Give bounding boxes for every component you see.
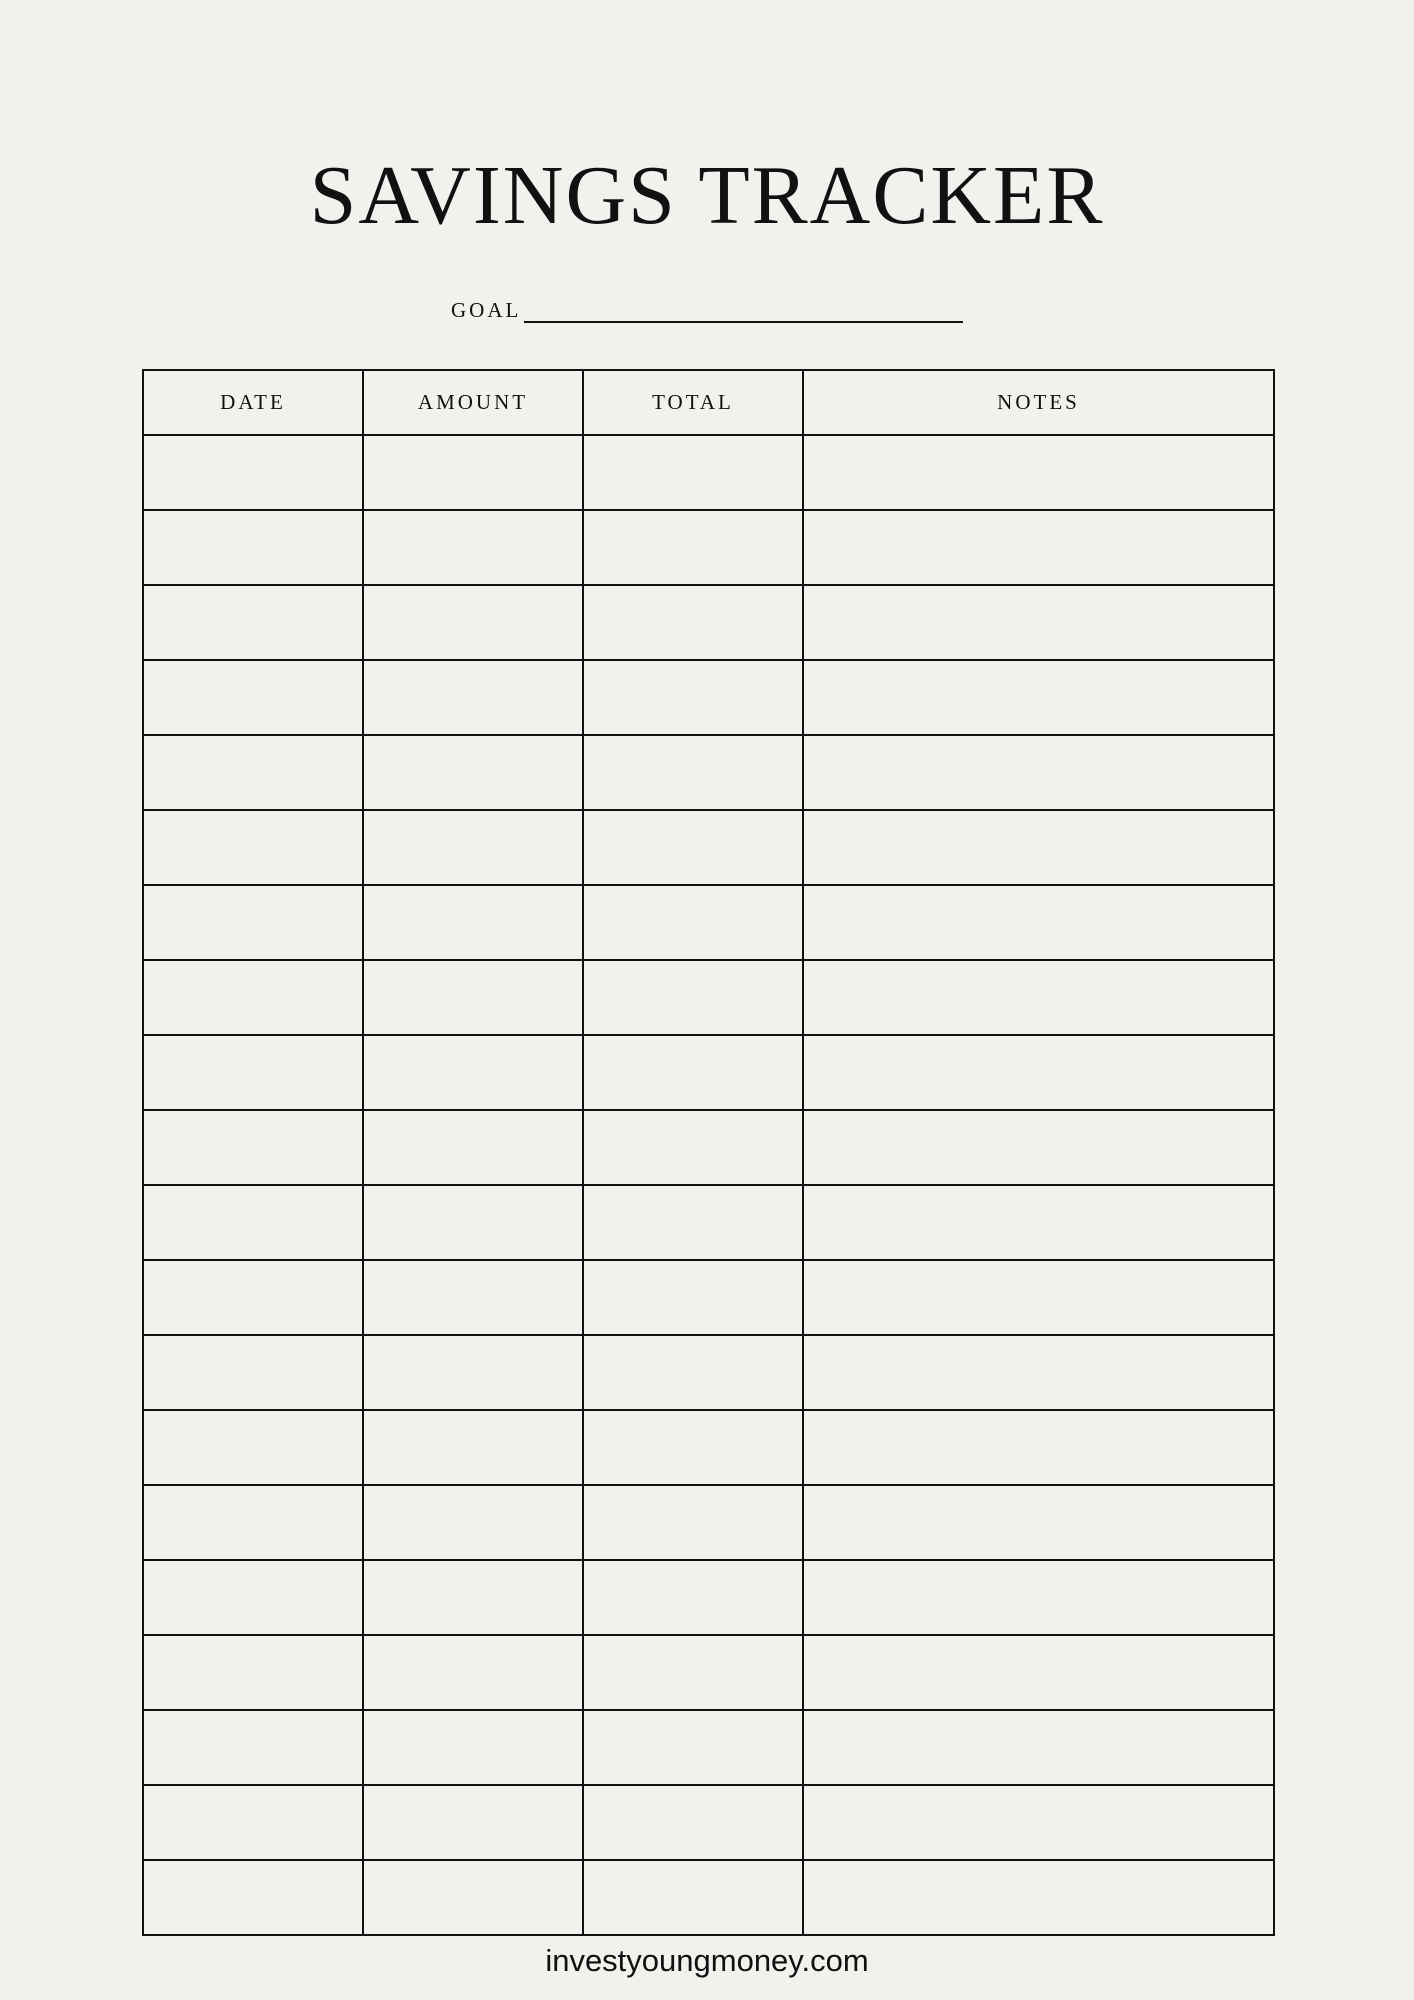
notes-cell[interactable] <box>803 1335 1274 1410</box>
amount-cell[interactable] <box>363 1410 583 1485</box>
total-cell[interactable] <box>583 1785 803 1860</box>
date-cell[interactable] <box>143 1635 363 1710</box>
notes-cell[interactable] <box>803 1035 1274 1110</box>
table-row <box>143 1185 1274 1260</box>
amount-cell[interactable] <box>363 1710 583 1785</box>
notes-cell[interactable] <box>803 1260 1274 1335</box>
table-row <box>143 660 1274 735</box>
table-row <box>143 1710 1274 1785</box>
page-title: SAVINGS TRACKER <box>309 149 1105 242</box>
table-row <box>143 1410 1274 1485</box>
table-row <box>143 1635 1274 1710</box>
total-cell[interactable] <box>583 1560 803 1635</box>
total-cell[interactable] <box>583 1335 803 1410</box>
table-row <box>143 885 1274 960</box>
notes-cell[interactable] <box>803 810 1274 885</box>
date-cell[interactable] <box>143 1260 363 1335</box>
goal-field <box>451 292 963 322</box>
total-cell[interactable] <box>583 585 803 660</box>
notes-cell[interactable] <box>803 1485 1274 1560</box>
date-cell[interactable] <box>143 1035 363 1110</box>
amount-cell[interactable] <box>363 1785 583 1860</box>
table-body <box>143 435 1274 1935</box>
table-row <box>143 960 1274 1035</box>
table-row <box>143 510 1274 585</box>
date-cell[interactable] <box>143 585 363 660</box>
amount-cell[interactable] <box>363 960 583 1035</box>
amount-cell[interactable] <box>363 660 583 735</box>
date-cell[interactable] <box>143 1485 363 1560</box>
amount-cell[interactable] <box>363 1335 583 1410</box>
notes-cell[interactable] <box>803 1185 1274 1260</box>
total-cell[interactable] <box>583 1485 803 1560</box>
notes-cell[interactable] <box>803 960 1274 1035</box>
date-cell[interactable] <box>143 735 363 810</box>
total-cell[interactable] <box>583 810 803 885</box>
date-cell[interactable] <box>143 435 363 510</box>
total-cell[interactable] <box>583 1110 803 1185</box>
column-header-notes: NOTES <box>803 370 1274 435</box>
table-row <box>143 810 1274 885</box>
amount-cell[interactable] <box>363 810 583 885</box>
footer-website: investyoungmoney.com <box>545 1943 869 1978</box>
amount-cell[interactable] <box>363 1185 583 1260</box>
date-cell[interactable] <box>143 1710 363 1785</box>
notes-cell[interactable] <box>803 660 1274 735</box>
notes-cell[interactable] <box>803 585 1274 660</box>
table-row <box>143 435 1274 510</box>
total-cell[interactable] <box>583 1410 803 1485</box>
date-cell[interactable] <box>143 1110 363 1185</box>
amount-cell[interactable] <box>363 1860 583 1935</box>
table-row <box>143 1560 1274 1635</box>
notes-cell[interactable] <box>803 735 1274 810</box>
total-cell[interactable] <box>583 1260 803 1335</box>
table-header-row <box>143 370 1274 435</box>
table-row <box>143 1035 1274 1110</box>
column-header-date: DATE <box>143 370 363 435</box>
column-header-total: TOTAL <box>583 370 803 435</box>
amount-cell[interactable] <box>363 585 583 660</box>
table-row <box>143 1110 1274 1185</box>
date-cell[interactable] <box>143 1335 363 1410</box>
amount-cell[interactable] <box>363 1635 583 1710</box>
notes-cell[interactable] <box>803 1110 1274 1185</box>
amount-cell[interactable] <box>363 435 583 510</box>
amount-cell[interactable] <box>363 885 583 960</box>
date-cell[interactable] <box>143 1785 363 1860</box>
table-row <box>143 1485 1274 1560</box>
notes-cell[interactable] <box>803 1410 1274 1485</box>
date-cell[interactable] <box>143 885 363 960</box>
date-cell[interactable] <box>143 1860 363 1935</box>
notes-cell[interactable] <box>803 1860 1274 1935</box>
table-row <box>143 1335 1274 1410</box>
total-cell[interactable] <box>583 885 803 960</box>
total-cell[interactable] <box>583 1635 803 1710</box>
goal-input-line[interactable] <box>524 321 963 323</box>
date-cell[interactable] <box>143 510 363 585</box>
amount-cell[interactable] <box>363 510 583 585</box>
date-cell[interactable] <box>143 1185 363 1260</box>
notes-cell[interactable] <box>803 435 1274 510</box>
date-cell[interactable] <box>143 1560 363 1635</box>
notes-cell[interactable] <box>803 1710 1274 1785</box>
notes-cell[interactable] <box>803 1635 1274 1710</box>
total-cell[interactable] <box>583 435 803 510</box>
total-cell[interactable] <box>583 1710 803 1785</box>
column-header-amount: AMOUNT <box>363 370 583 435</box>
goal-label: GOAL <box>451 298 522 322</box>
total-cell[interactable] <box>583 1185 803 1260</box>
table-row <box>143 735 1274 810</box>
table-row <box>143 1260 1274 1335</box>
total-cell[interactable] <box>583 660 803 735</box>
notes-cell[interactable] <box>803 1560 1274 1635</box>
savings-table <box>142 369 1275 1936</box>
total-cell[interactable] <box>583 1035 803 1110</box>
date-cell[interactable] <box>143 1410 363 1485</box>
total-cell[interactable] <box>583 510 803 585</box>
amount-cell[interactable] <box>363 735 583 810</box>
notes-cell[interactable] <box>803 885 1274 960</box>
amount-cell[interactable] <box>363 1035 583 1110</box>
amount-cell[interactable] <box>363 1260 583 1335</box>
notes-cell[interactable] <box>803 510 1274 585</box>
notes-cell[interactable] <box>803 1785 1274 1860</box>
date-cell[interactable] <box>143 810 363 885</box>
total-cell[interactable] <box>583 735 803 810</box>
amount-cell[interactable] <box>363 1485 583 1560</box>
total-cell[interactable] <box>583 1860 803 1935</box>
date-cell[interactable] <box>143 660 363 735</box>
total-cell[interactable] <box>583 960 803 1035</box>
amount-cell[interactable] <box>363 1110 583 1185</box>
date-cell[interactable] <box>143 960 363 1035</box>
table-row <box>143 1785 1274 1860</box>
table-row <box>143 585 1274 660</box>
table-row <box>143 1860 1274 1935</box>
amount-cell[interactable] <box>363 1560 583 1635</box>
